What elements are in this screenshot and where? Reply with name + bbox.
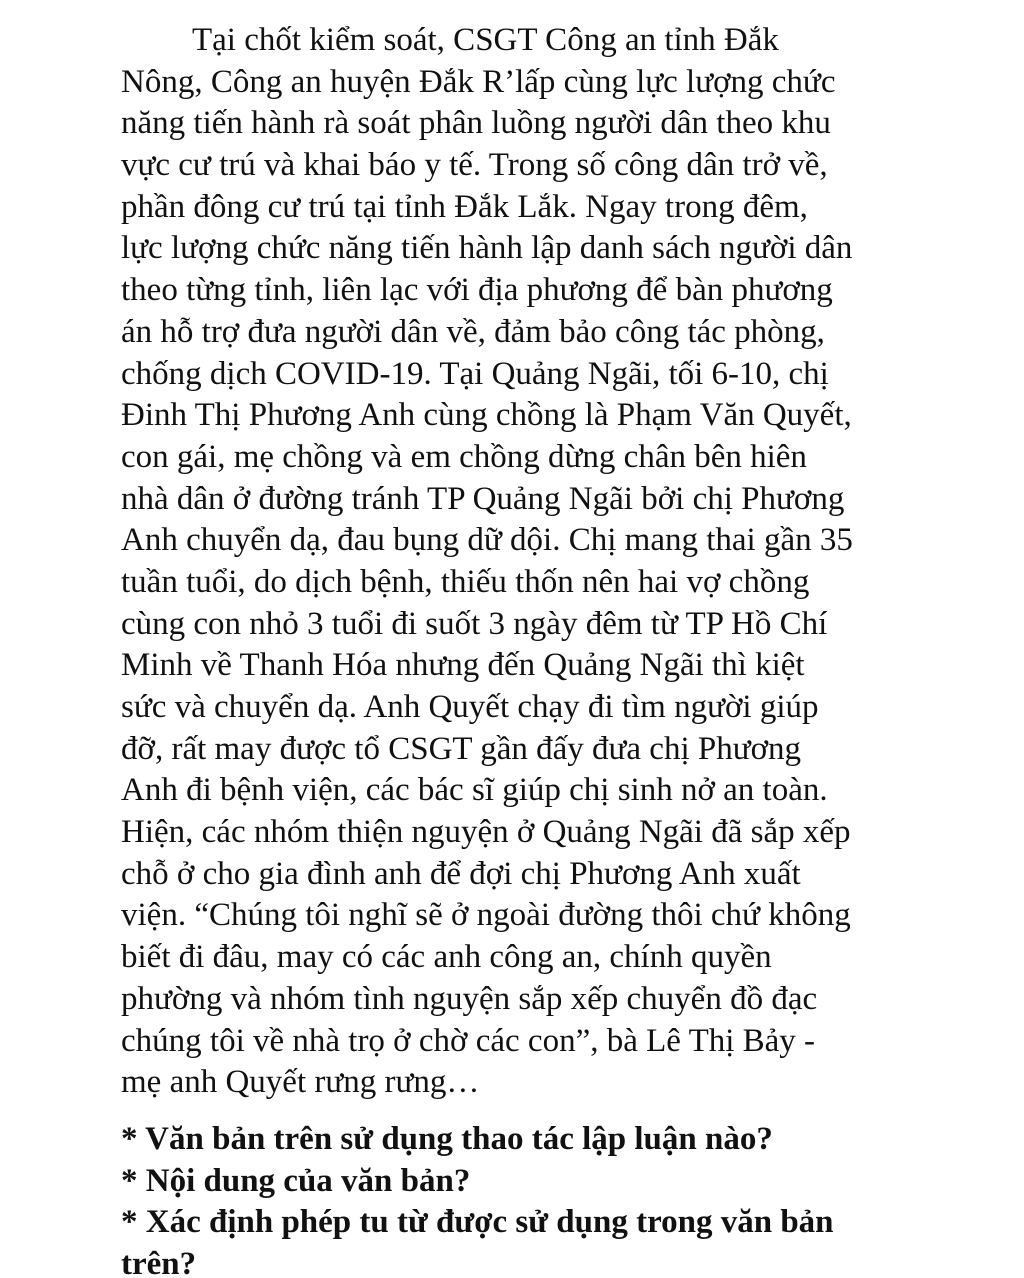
- paragraph-line: án hỗ trợ đưa người dân về, đảm bảo công tác phòng,: [121, 313, 825, 350]
- question-item-continuation: trên?: [121, 1245, 197, 1278]
- question-item: * Xác định phép tu từ được sử dụng trong văn bản: [121, 1204, 834, 1241]
- paragraph-line: đỡ, rất may được tổ CSGT gần đấy đưa chị Phương: [121, 730, 802, 767]
- paragraph-line: tuần tuổi, do dịch bệnh, thiếu thốn nên hai vợ chồng: [121, 563, 810, 600]
- paragraph-line: cùng con nhỏ 3 tuổi đi suốt 3 ngày đêm từ TP Hồ Chí: [121, 605, 828, 642]
- paragraph-line: viện. “Chúng tôi nghĩ sẽ ở ngoài đường thôi chứ không: [121, 897, 851, 934]
- paragraph-line: Nông, Công an huyện Đắk R’lấp cùng lực lượng chức: [121, 63, 836, 100]
- paragraph-line: Anh chuyển dạ, đau bụng dữ dội. Chị mang thai gần 35: [121, 522, 853, 559]
- paragraph-line: con gái, mẹ chồng và em chồng dừng chân bên hiên: [121, 438, 807, 475]
- paragraph-line: Đinh Thị Phương Anh cùng chồng là Phạm Văn Quyết,: [121, 397, 852, 434]
- document-text: [121, 20, 921, 1278]
- paragraph-line: lực lượng chức năng tiến hành lập danh sách người dân: [121, 230, 853, 267]
- paragraph-line: phần đông cư trú tại tỉnh Đắk Lắk. Ngay trong đêm,: [121, 188, 808, 225]
- paragraph-line: vực cư trú và khai báo y tế. Trong số công dân trở về,: [121, 147, 828, 184]
- paragraph-line: Hiện, các nhóm thiện nguyện ở Quảng Ngãi đã sắp xếp: [121, 814, 851, 851]
- question-list: [121, 1119, 921, 1278]
- paragraph-line: phường và nhóm tình nguyện sắp xếp chuyển đồ đạc: [121, 980, 818, 1017]
- paragraph-line: theo từng tỉnh, liên lạc với địa phương để bàn phương: [121, 272, 833, 309]
- paragraph-line: nhà dân ở đường tránh TP Quảng Ngãi bởi chị Phương: [121, 480, 845, 517]
- paragraph-line: năng tiến hành rà soát phân luồng người dân theo khu: [121, 105, 831, 142]
- paragraph-line: mẹ anh Quyết rưng rưng…: [121, 1064, 480, 1101]
- paragraph-line: chỗ ở cho gia đình anh để đợi chị Phương Anh xuất: [121, 855, 801, 892]
- question-item: * Nội dung của văn bản?: [121, 1162, 471, 1199]
- paragraph-line: Minh về Thanh Hóa nhưng đến Quảng Ngãi thì kiệt: [121, 647, 805, 684]
- paragraph-line: biết đi đâu, may có các anh công an, chính quyền: [121, 939, 772, 976]
- article-paragraph: [121, 20, 921, 1104]
- question-item: * Văn bản trên sử dụng thao tác lập luận nào?: [121, 1120, 773, 1157]
- paragraph-line: sức và chuyển dạ. Anh Quyết chạy đi tìm người giúp: [121, 689, 819, 725]
- paragraph-line: Anh đi bệnh viện, các bác sĩ giúp chị sinh nở an toàn.: [121, 772, 828, 809]
- paragraph-line: chúng tôi về nhà trọ ở chờ các con”, bà Lê Thị Bảy -: [121, 1022, 816, 1059]
- paragraph-line: Tại chốt kiểm soát, CSGT Công an tỉnh Đắk: [192, 22, 779, 58]
- paragraph-line: chống dịch COVID-19. Tại Quảng Ngãi, tối 6-10, chị: [121, 355, 829, 392]
